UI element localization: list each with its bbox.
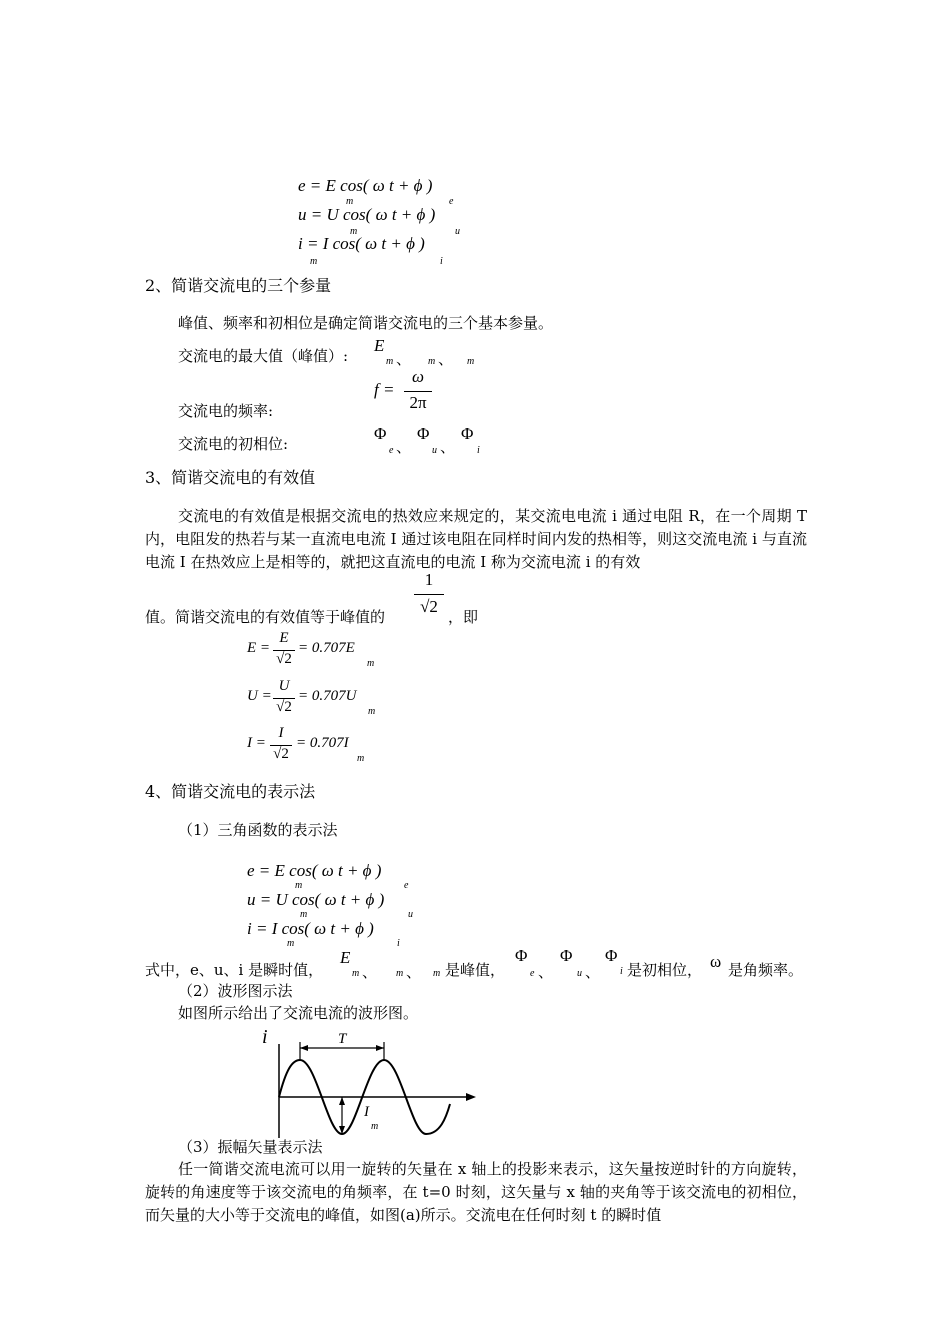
waveform-diagram [270, 1030, 485, 1142]
eq-U-numerator: U [278, 678, 290, 694]
section-4-heading: 4、简谐交流电的表示法 [145, 782, 316, 801]
formula-i: i = I cos( ω t + ϕ ) [298, 234, 425, 253]
eq-I-sub: m [357, 753, 365, 764]
trig-formula-i: i = I cos( ω t + ϕ ) [247, 919, 374, 938]
desc-phi-u: Φ [560, 946, 573, 965]
section-4-sub2: （2）波形图示法 [178, 982, 293, 1000]
desc-phi-sub-u: u [577, 968, 582, 979]
formula-u-sub-m: m [350, 226, 358, 237]
formula-i-sub-i: i [440, 256, 443, 267]
desc-initial-phase: 是初相位， [627, 961, 703, 979]
desc-peak: 是峰值， [445, 961, 506, 979]
section-3-ji: ，即 [448, 608, 479, 626]
max-value-E: E [374, 336, 385, 355]
phase-sub-i: i [477, 445, 480, 456]
section-2-heading: 2、简谐交流电的三个参量 [145, 276, 332, 295]
section-3-sqrt-text: 值。简谐交流电的有效值等于峰值的 [145, 608, 386, 626]
amplitude-arrow-up [339, 1097, 345, 1105]
eq-E-numerator: E [279, 630, 289, 646]
waveform-period-label: T [338, 1031, 347, 1047]
desc-phi-sub-e: e [530, 968, 535, 979]
waveform-amp-sub: m [371, 1121, 379, 1132]
section-3-paragraph: 交流电的有效值是根据交流电的热效应来规定的，某交流电电流 i 通过电阻 R，在一个周期 T 内，电阻发的热若与某一直流电电流 I 通过该电阻在同样时间内发的热相等，则这交流电流 i 与直流电流 I 在热效应上是相等的，就把这直流电的电流 I 称为交流电流 i 的有效 [145, 507, 807, 571]
eq-E-rhs: = 0.707E [298, 640, 355, 656]
desc-sep1: 、 [362, 963, 378, 981]
trig-u-sub-u: u [408, 909, 413, 920]
max-value-sub2: m [428, 356, 436, 367]
desc-E: E [340, 948, 351, 967]
trig-i-sub-m: m [287, 938, 295, 949]
eq-U-sub: m [368, 706, 376, 717]
desc-phi-e: Φ [515, 946, 528, 965]
phase-phi-e: Φ [374, 424, 387, 443]
phase-phi-i: Φ [461, 424, 474, 443]
desc-E-sub1: m [352, 968, 360, 979]
eq-I-numerator: I [278, 725, 284, 741]
frequency-lhs: f = [374, 380, 395, 399]
inverse-sqrt2-denominator: √2 [420, 597, 438, 616]
frequency-fraction-line [404, 391, 432, 392]
inverse-sqrt2-line [414, 594, 444, 595]
eq-I-denominator: √2 [273, 746, 289, 762]
trig-formula-u: u = U cos( ω t + ϕ ) [247, 890, 385, 909]
frequency-label: 交流电的频率: [178, 402, 274, 420]
waveform-amp-label: I [364, 1104, 369, 1120]
desc-sep4: 、 [585, 963, 601, 981]
eq-I-rhs: = 0.707I [296, 735, 349, 751]
section-3-heading: 3、简谐交流电的有效值 [145, 468, 316, 487]
desc-sep2: 、 [406, 963, 422, 981]
max-value-label: 交流电的最大值（峰值）: [178, 347, 349, 365]
waveform-i-label: i [262, 1026, 268, 1048]
desc-angular-freq: 是角频率。 [728, 961, 804, 979]
period-arrow-right [376, 1045, 384, 1051]
phase-sub-u: u [432, 445, 437, 456]
eq-E-lhs: E = [247, 640, 271, 656]
formula-e-sub-e: e [449, 196, 454, 207]
phase-sep1: 、 [396, 438, 412, 456]
max-value-sub1: m [386, 356, 394, 367]
phase-sub-e: e [389, 445, 394, 456]
phase-phi-u: Φ [417, 424, 430, 443]
trig-u-sub-m: m [300, 909, 308, 920]
desc-sep3: 、 [538, 963, 554, 981]
waveform-x-arrow [466, 1093, 476, 1101]
eq-U-denominator: √2 [276, 699, 292, 715]
inverse-sqrt2-numerator: 1 [424, 570, 434, 589]
eq-U-lhs: U = [247, 688, 272, 704]
desc-E-sub2: m [396, 968, 404, 979]
max-value-sep1: 、 [396, 350, 412, 368]
period-arrow-left [300, 1045, 308, 1051]
frequency-numerator: ω [411, 367, 424, 386]
trig-e-sub-e: e [404, 880, 409, 891]
section-2-intro: 峰值、频率和初相位是确定简谐交流电的三个基本参量。 [178, 314, 554, 332]
trig-i-sub-i: i [397, 938, 400, 949]
phase-label: 交流电的初相位: [178, 435, 289, 453]
frequency-denominator: 2π [409, 393, 427, 412]
desc-omega: ω [710, 952, 722, 971]
desc-E-sub3: m [433, 968, 441, 979]
formula-u: u = U cos( ω t + ϕ ) [298, 205, 436, 224]
trig-e-sub-m: m [295, 880, 303, 891]
formula-i-sub-m: m [310, 256, 318, 267]
section-4-sub2-text: 如图所示给出了交流电流的波形图。 [178, 1004, 419, 1022]
formula-e-sub-m: m [346, 196, 354, 207]
trig-formula-e: e = E cos( ω t + ϕ ) [247, 861, 382, 880]
section-4-paragraph: 任一简谐交流电流可以用一旋转的矢量在 x 轴上的投影来表示，这矢量按逆时针的方向旋转，旋转的角速度等于该交流电的角频率，在 t=0 时刻，这矢量与 x 轴的夹角等于该交流电的初相位，而矢量的大小等于交流电的峰值，如图(a)所示。交流电在任何时刻 t 的瞬时值 [145, 1160, 807, 1224]
desc-instantaneous: 式中，e、u、i 是瞬时值， [145, 961, 324, 979]
max-value-sep2: 、 [438, 350, 454, 368]
eq-E-sub: m [367, 658, 375, 669]
section-4-sub1: （1）三角函数的表示法 [178, 821, 338, 839]
formula-e: e = E cos( ω t + ϕ ) [298, 176, 433, 195]
eq-U-rhs: = 0.707U [298, 688, 357, 704]
desc-phi-sub-i: i [620, 966, 623, 977]
eq-I-lhs: I = [247, 735, 266, 751]
phase-sep2: 、 [440, 438, 456, 456]
eq-E-denominator: √2 [276, 651, 292, 667]
max-value-sub3: m [467, 356, 475, 367]
section-4-sub3: （3）振幅矢量表示法 [178, 1138, 323, 1156]
formula-u-sub-u: u [455, 226, 460, 237]
desc-phi-i: Φ [605, 946, 618, 965]
